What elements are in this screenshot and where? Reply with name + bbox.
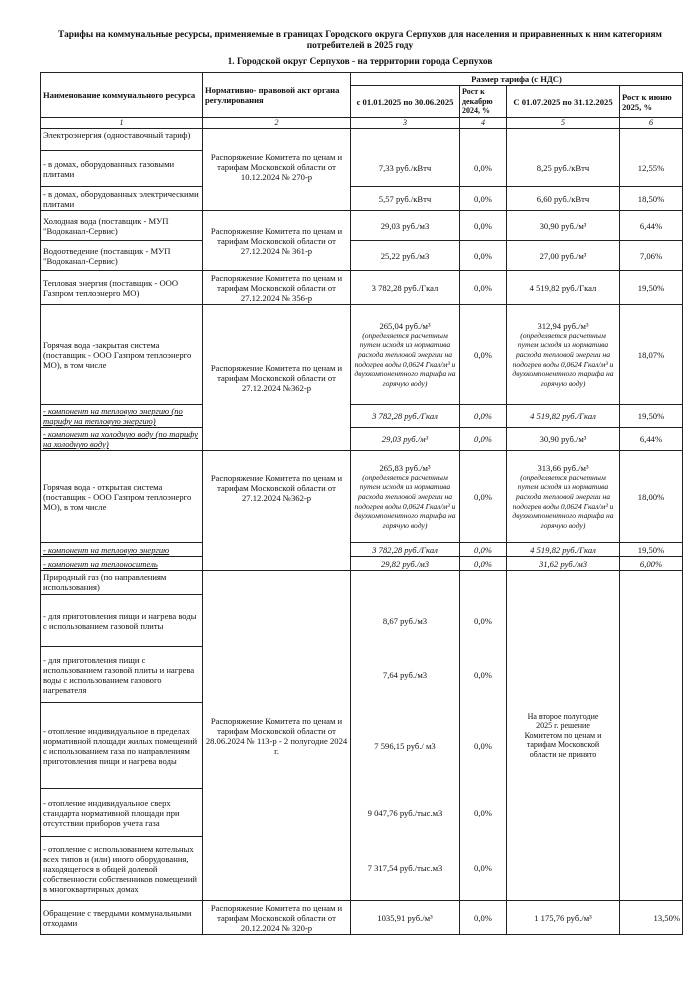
resource-name: - отопление с использованием котельных всех типов и (или) иного оборудования, находящегося в общей долевой собственности собственников помещений в многоквартирных домах xyxy=(41,837,203,901)
resource-name: - компонент на холодную воду (по тарифу на холодную воду) xyxy=(41,428,203,451)
header-period-1: с 01.01.2025 по 30.06.2025 xyxy=(351,86,460,118)
tariff-value: 27,00 руб./м³ xyxy=(507,241,620,271)
growth-value: 0,0% xyxy=(460,451,507,543)
resource-name: - отопление индивидуальное сверх стандарта нормативной площади при отсутствии приборов учета газа xyxy=(41,789,203,837)
resource-name: - в домах, оборудованных электрическими плитами xyxy=(41,187,203,211)
column-index-row xyxy=(41,118,683,129)
table-row xyxy=(41,451,683,543)
table-row xyxy=(41,211,683,241)
tariff-value: 5,57 руб./кВтч xyxy=(351,187,460,211)
growth-value: 19,50% xyxy=(620,543,683,557)
resource-name: Тепловая энергия (поставщик - ООО Газпром теплоэнерго МО) xyxy=(41,271,203,305)
table-row xyxy=(41,151,683,187)
growth-value: 6,44% xyxy=(620,428,683,451)
header-act: Нормативно- правовой акт органа регулирования xyxy=(203,73,351,118)
header-growth-1: Рост к декабрю 2024, % xyxy=(460,86,507,118)
growth-value: 12,55% xyxy=(620,151,683,187)
regulatory-act: Распоряжение Комитета по ценам и тарифам Московской области от 27.12.2024 № 356-р xyxy=(203,271,351,305)
tariff-value: 4 519,82 руб./Гкал xyxy=(507,271,620,305)
regulatory-act: Распоряжение Комитета по ценам и тарифам Московской области от 10.12.2024 № 270-р xyxy=(203,151,351,211)
tariff-value: 1035,91 руб./м³ xyxy=(351,901,460,935)
table-row xyxy=(41,571,683,595)
tariff-value: 7 596,15 руб./ м3 xyxy=(351,703,460,789)
regulatory-act: Распоряжение Комитета по ценам и тарифам Московской области от 27.12.2024 № 361-р xyxy=(203,211,351,271)
document-title: Тарифы на коммунальные ресурсы, применяемые в границах Городского округа Серпухов для населения и приравненных к ним категориям потребителей в 2025 году xyxy=(58,30,662,51)
growth-value: 6,44% xyxy=(620,211,683,241)
resource-name: Обращение с твердыми коммунальными отходами xyxy=(41,901,203,935)
resource-name: Горячая вода - открытая система (поставщик - ООО Газпром теплоэнерго МО), в том числе xyxy=(41,451,203,543)
second-half-note: На второе полугодие 2025 г. решение Комитетом по ценам и тарифам Московской области не принято xyxy=(507,571,620,901)
growth-value: 0,0% xyxy=(460,151,507,187)
tariff-note: (определяется расчетным путем исходя из норматива расхода тепловой энергии на подогрев воды 0,0624 Гкал/м³ и двухкомпонентного тарифа на горячую воду) xyxy=(354,472,456,530)
col-index: 5 xyxy=(507,118,620,129)
header-growth-2: Рост к июню 2025, % xyxy=(620,86,683,118)
col-index: 6 xyxy=(620,118,683,129)
regulatory-act: Распоряжение Комитета по ценам и тарифам Московской области от 27.12.2024 №362-р xyxy=(203,305,351,451)
tariff-value: 30,90 руб./м³ xyxy=(507,211,620,241)
tariff-value: 31,62 руб./м3 xyxy=(507,557,620,571)
tariff-value: 7,64 руб./м3 xyxy=(351,647,460,703)
col-index: 2 xyxy=(203,118,351,129)
tariff-value: 25,22 руб./м3 xyxy=(351,241,460,271)
tariff-value: 7,33 руб./кВтч xyxy=(351,151,460,187)
col-index: 1 xyxy=(41,118,203,129)
growth-value: 0,0% xyxy=(460,901,507,935)
document-subtitle: 1. Городской округ Серпухов - на территории города Серпухов xyxy=(227,57,493,67)
header-period-2: С 01.07.2025 по 31.12.2025 xyxy=(507,86,620,118)
growth-value: 19,50% xyxy=(620,271,683,305)
resource-name: Горячая вода -закрытая система (поставщик - ООО Газпром теплоэнерго МО), в том числе xyxy=(41,305,203,405)
table-row xyxy=(41,543,683,557)
table-row xyxy=(41,305,683,405)
header-resource: Наименование коммунального ресурса xyxy=(41,73,203,118)
growth-value: 0,0% xyxy=(460,543,507,557)
tariff-value: 1 175,76 руб./м³ xyxy=(507,901,620,935)
tariff-value: 3 782,28 руб./Гкал xyxy=(351,543,460,557)
growth-value: 0,0% xyxy=(460,405,507,428)
tariff-value: 8,67 руб./м3 xyxy=(351,595,460,647)
growth-value: 0,0% xyxy=(460,241,507,271)
tariff-value: 6,60 руб./кВтч xyxy=(507,187,620,211)
table-row xyxy=(41,129,683,151)
growth-value: 0,0% xyxy=(460,837,507,901)
resource-name: - для приготовления пищи с использованием газовой плиты и нагрева воды с использованием газового нагревателя xyxy=(41,647,203,703)
tariff-note: (определяется расчетным путем исходя из норматива расхода тепловой энергии на подогрев воды 0,0624 Гкал/м³ и двухкомпонентного тарифа на горячую воду) xyxy=(512,330,614,388)
tariff-value: 30,90 руб./м³ xyxy=(507,428,620,451)
growth-value: 0,0% xyxy=(460,595,507,647)
tariff-value: 8,25 руб./кВтч xyxy=(507,151,620,187)
resource-name: - компонент на тепловую энергию xyxy=(41,543,203,557)
table-row xyxy=(41,557,683,571)
growth-value: 13,50% xyxy=(620,901,683,935)
growth-value: 0,0% xyxy=(460,703,507,789)
growth-value: 0,0% xyxy=(460,428,507,451)
growth-value: 18,50% xyxy=(620,187,683,211)
col-index: 4 xyxy=(460,118,507,129)
tariff-value: 29,03 руб./м3 xyxy=(351,211,460,241)
resource-name: Природный газ (по направлениям использования) xyxy=(41,571,203,595)
resource-name: - отопление индивидуальное в пределах нормативной площади жилых помещений с использованием газа по направлениям приготовления пищи и нагрева воды xyxy=(41,703,203,789)
tariff-value: 7 317,54 руб./тыс.м3 xyxy=(351,837,460,901)
regulatory-act: Распоряжение Комитета по ценам и тарифам Московской области от 28.06.2024 № 113-р - 2 полугодие 2024 г. xyxy=(203,571,351,901)
table-row xyxy=(41,405,683,428)
tariff-value: 4 519,82 руб./Гкал xyxy=(507,543,620,557)
tariff-value: 4 519,82 руб./Гкал xyxy=(507,405,620,428)
tariff-value: 313,66 руб./м³ xyxy=(537,462,589,473)
table-row xyxy=(41,241,683,271)
tariff-value: 3 782,28 руб./Гкал xyxy=(351,405,460,428)
tariff-value: 9 047,76 руб./тыс.м3 xyxy=(351,789,460,837)
tariff-note: (определяется расчетным путем исходя из норматива расхода тепловой энергии на подогрев воды 0,0624 Гкал/м³ и двухкомпонентного тарифа на горячую воду) xyxy=(512,472,614,530)
tariff-value: 3 782,28 руб./Гкал xyxy=(351,271,460,305)
growth-value: 7,06% xyxy=(620,241,683,271)
resource-name: - компонент на тепловую энергию (по тарифу на тепловую энергию) xyxy=(41,405,203,428)
growth-value: 0,0% xyxy=(460,187,507,211)
header-tariff-group: Размер тарифа (с НДС) xyxy=(351,73,683,86)
tariff-value: 312,94 руб./м³ xyxy=(537,320,589,331)
table-row xyxy=(41,428,683,451)
growth-value: 18,07% xyxy=(620,305,683,405)
growth-value: 0,0% xyxy=(460,271,507,305)
col-index: 3 xyxy=(351,118,460,129)
tariff-value: 29,82 руб./м3 xyxy=(351,557,460,571)
growth-value: 0,0% xyxy=(460,789,507,837)
tariff-value: 29,03 руб./м³ xyxy=(351,428,460,451)
growth-value: 0,0% xyxy=(460,647,507,703)
resource-name: - в домах, оборудованных газовыми плитами xyxy=(41,151,203,187)
growth-value: 0,0% xyxy=(460,557,507,571)
regulatory-act: Распоряжение Комитета по ценам и тарифам Московской области от 27.12.2024 №362-р xyxy=(203,451,351,571)
growth-value: 0,0% xyxy=(460,305,507,405)
resource-name: Водоотведение (поставщик - МУП "Водоканал-Сервис) xyxy=(41,241,203,271)
resource-name: Холодная вода (поставщик - МУП "Водоканал-Сервис) xyxy=(41,211,203,241)
growth-value: 0,0% xyxy=(460,211,507,241)
growth-value: 6,00% xyxy=(620,557,683,571)
table-row xyxy=(41,187,683,211)
growth-value: 19,50% xyxy=(620,405,683,428)
tariff-table xyxy=(40,72,683,935)
regulatory-act: Распоряжение Комитета по ценам и тарифам Московской области от 20.12.2024 № 320-р xyxy=(203,901,351,935)
resource-name: Электроэнергия (одноставочный тариф) xyxy=(41,129,203,151)
table-row xyxy=(41,901,683,935)
tariff-note: (определяется расчетным путем исходя из норматива расхода тепловой энергии на подогрев воды 0,0624 Гкал/м³ и двухкомпонентного тарифа на горячую воду) xyxy=(354,330,456,388)
resource-name: - для приготовления пищи и нагрева воды с использованием газовой плиты xyxy=(41,595,203,647)
tariff-value: 265,83 руб./м³ xyxy=(379,462,431,473)
tariff-value: 265,04 руб./м³ xyxy=(379,320,431,331)
table-row xyxy=(41,271,683,305)
resource-name: - компонент на теплоноситель xyxy=(41,557,203,571)
growth-value: 18,00% xyxy=(620,451,683,543)
